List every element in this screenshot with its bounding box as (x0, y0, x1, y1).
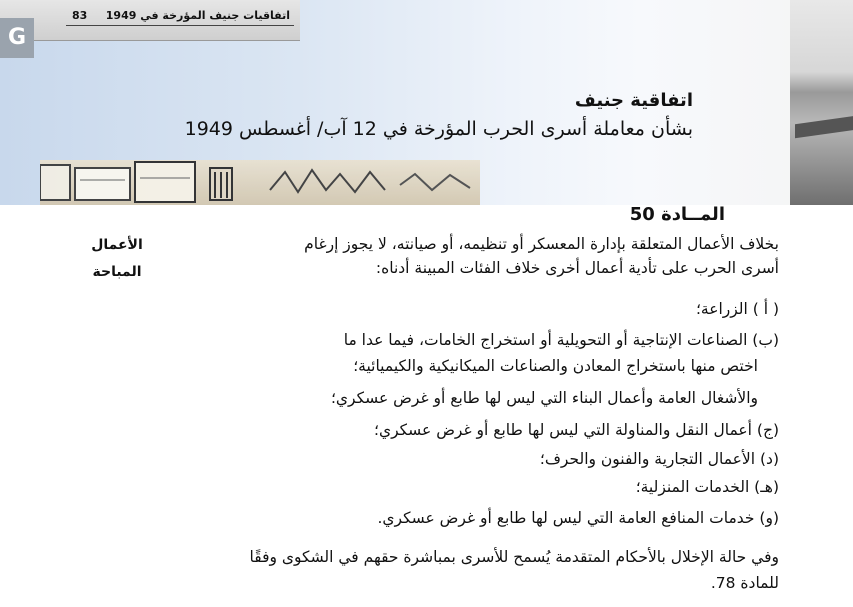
list-item: (هـ) الخدمات المنزلية؛ (635, 478, 779, 496)
running-title: اتفاقيات جنيف المؤرخة في 1949 (105, 9, 290, 22)
list-item: (ب) الصناعات الإنتاجية أو التحويلية أو استخراج الخامات، فيما عدا ما (343, 331, 779, 349)
list-item: (ج) أعمال النقل والمناولة التي ليس لها طابع أو غرض عسكري؛ (374, 421, 779, 439)
list-item-continuation: اختص منها باستخراج المعادن والصناعات الميكانيكية والكيميائية؛ (353, 357, 758, 375)
list-item: (د) الأعمال التجارية والفنون والحرف؛ (539, 450, 779, 468)
landscape-photo (790, 0, 853, 205)
closing-paragraph (125, 544, 779, 596)
article-intro (150, 232, 779, 280)
margin-note-line: الأعمال (91, 237, 143, 253)
paragraph-line: وفي حالة الإخلال بالأحكام المتقدمة يُسمح للأسرى بمباشرة حقهم في الشكوى وفقًا (249, 548, 779, 566)
article-title: المــادة 50 (629, 204, 725, 225)
page-number: 83 (72, 9, 88, 22)
margin-note-line: المباحة (92, 264, 142, 280)
header-rule (66, 25, 294, 26)
paragraph-line: للمادة 78. (710, 574, 779, 592)
convention-title: اتفاقية جنيف (574, 90, 693, 111)
convention-subtitle: بشأن معاملة أسرى الحرب المؤرخة في 12 آب/ أغسطس 1949 (184, 118, 693, 140)
header-banner (0, 0, 853, 205)
list-item: ( أ ) الزراعة؛ (695, 300, 779, 318)
list-item-continuation: والأشغال العامة وأعمال البناء التي ليس لها طابع أو غرض عسكري؛ (330, 389, 758, 407)
paragraph-line: بخلاف الأعمال المتعلقة بإدارة المعسكر أو تنظيمه، أو صيانته، لا يجوز إرغام (304, 235, 779, 253)
margin-note (88, 232, 146, 286)
sketch-illustration (40, 160, 480, 205)
list-item: (و) خدمات المنافع العامة التي ليس لها طابع أو غرض عسكري. (377, 509, 779, 527)
sketch-drawing (40, 160, 480, 205)
section-tab: G (0, 18, 34, 58)
running-header (0, 0, 300, 41)
road-shape (795, 116, 853, 138)
paragraph-line: أسرى الحرب على تأدية أعمال أخرى خلاف الفئات المبينة أدناه: (375, 259, 779, 277)
